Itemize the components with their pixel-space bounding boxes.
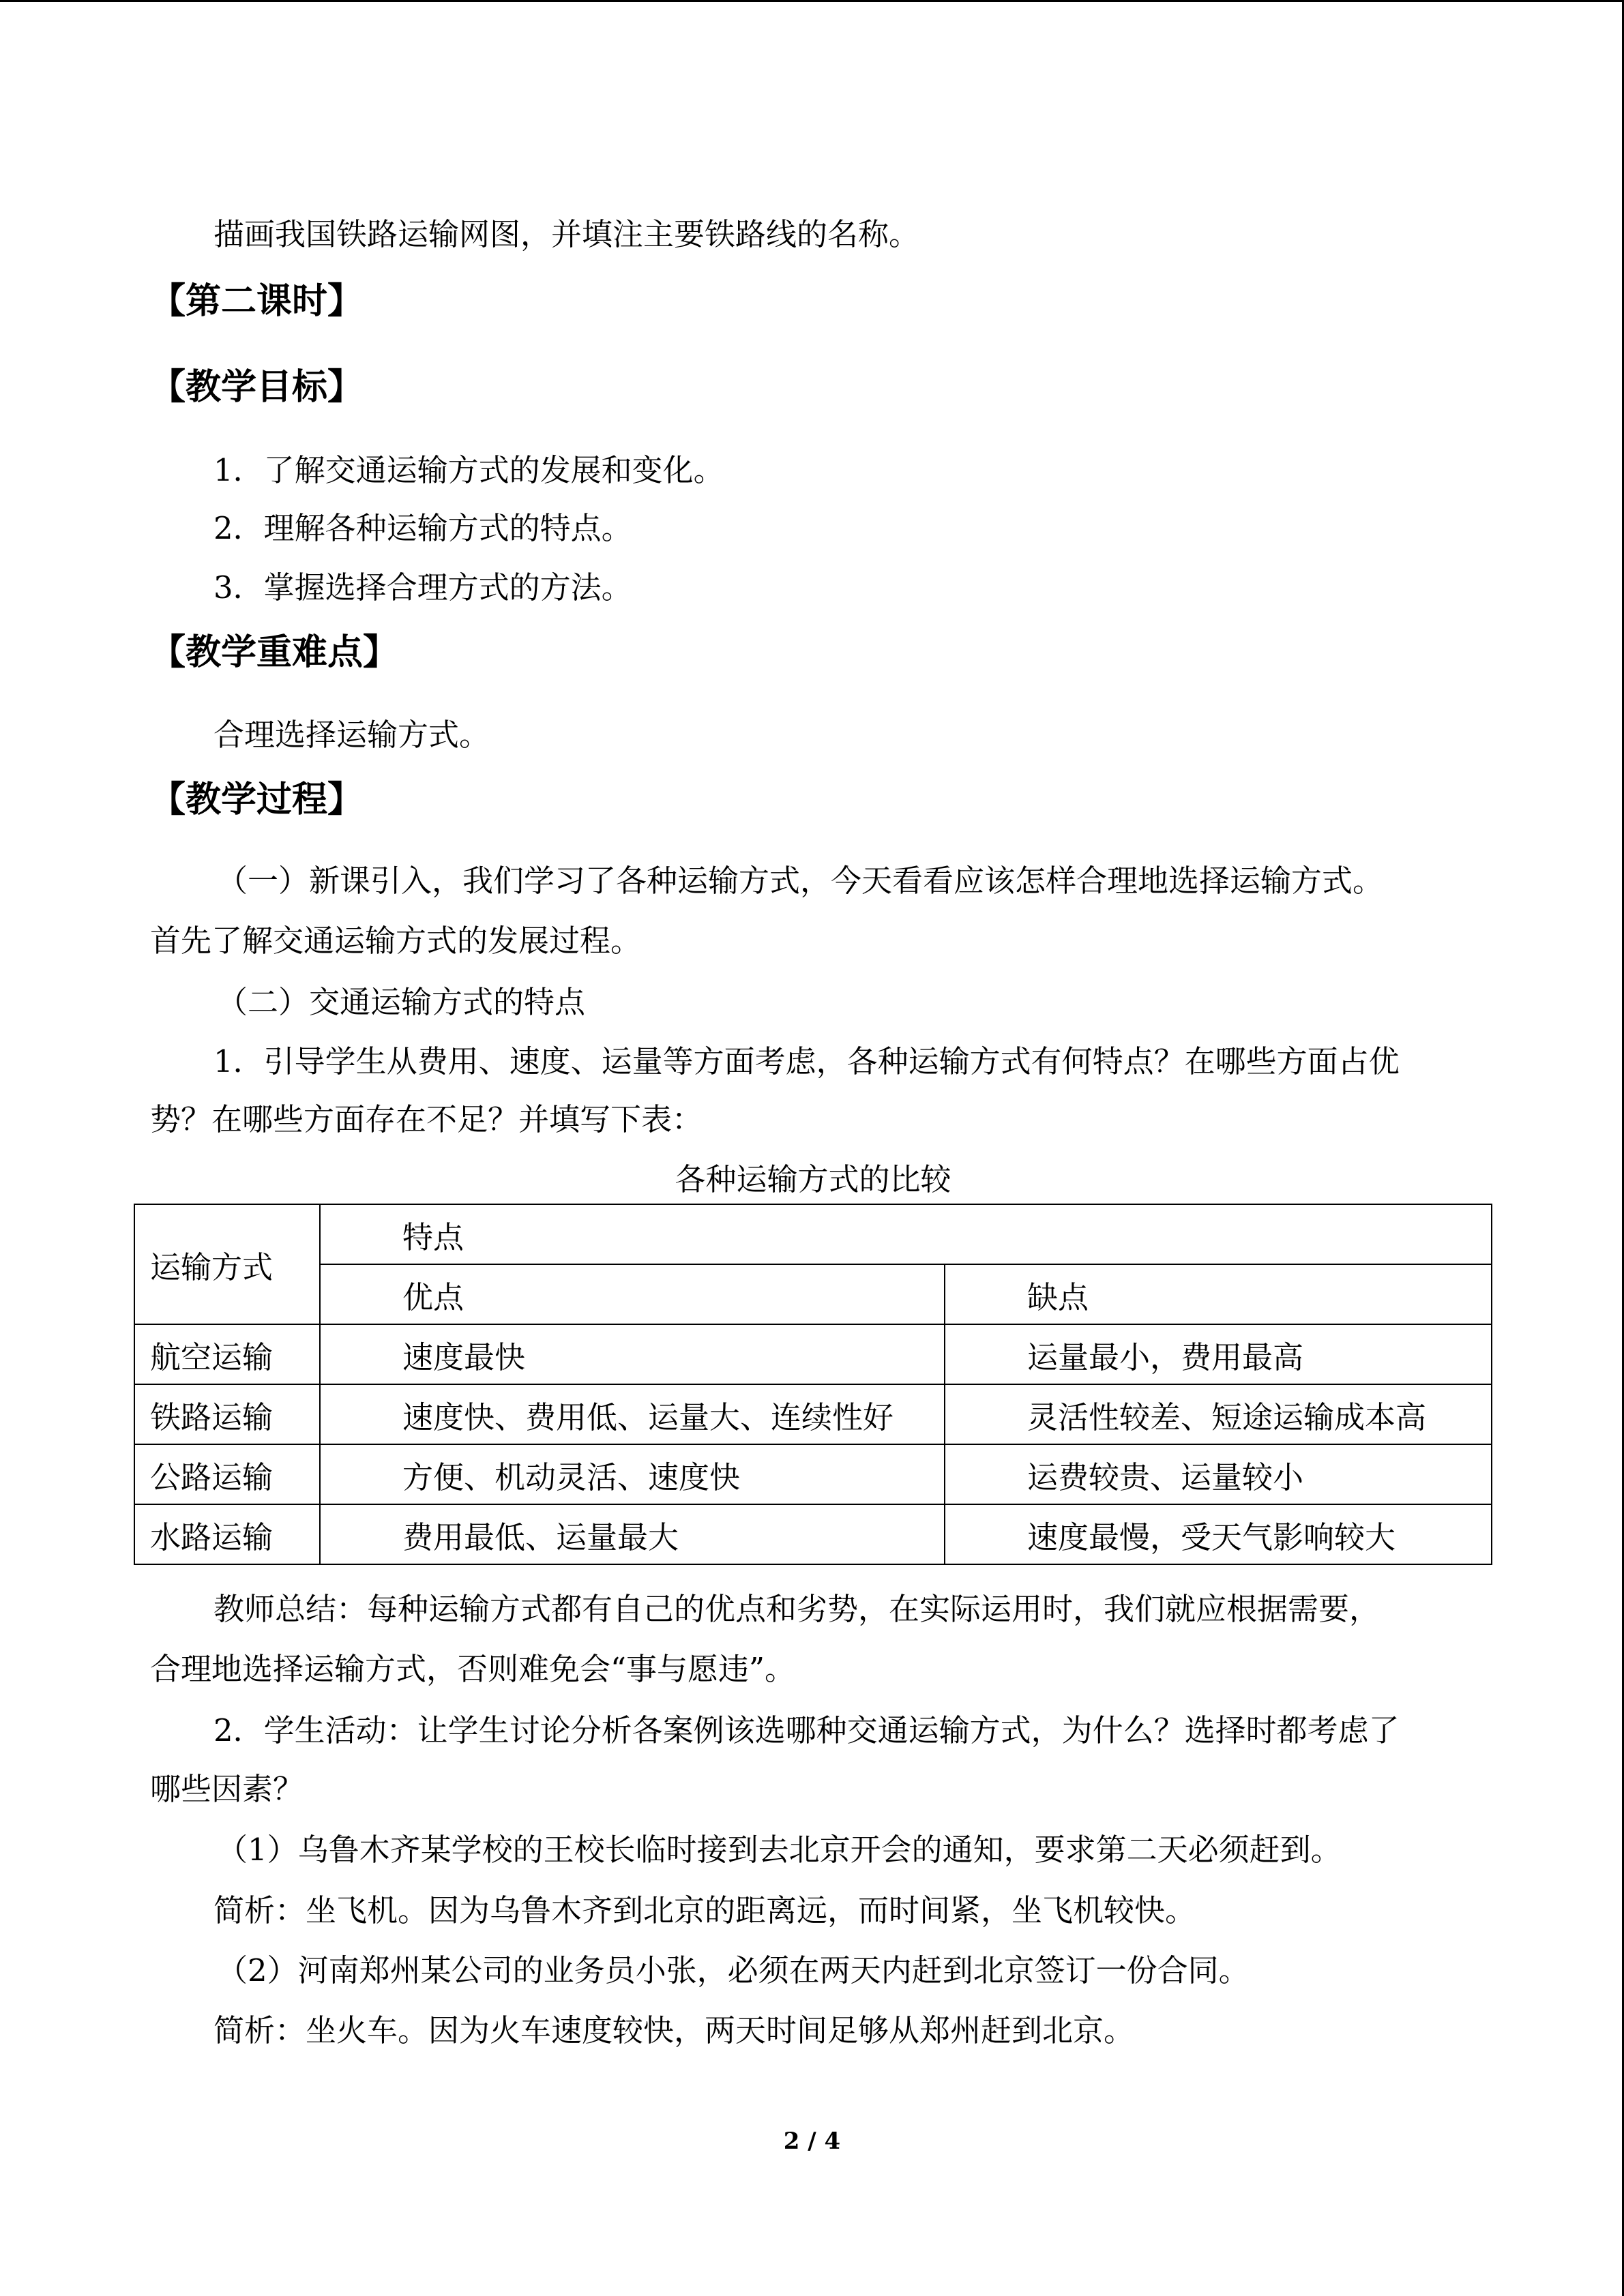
process-paragraph: （一）新课引入，我们学习了各种运输方式，今天看看应该怎样合理地选择运输方式。 (217, 863, 1384, 899)
goal-item: 1．了解交通运输方式的发展和变化。 (213, 452, 724, 488)
process-paragraph: 首先了解交通运输方式的发展过程。 (150, 923, 642, 959)
process-paragraph: 势？在哪些方面存在不足？并填写下表： (150, 1101, 703, 1137)
summary-paragraph: 合理地选择运输方式，否则难免会“事与愿违”。 (150, 1651, 796, 1687)
header-pros: 优点 (320, 1264, 945, 1324)
case-item: （2）河南郑州某公司的业务员小张，必须在两天内赶到北京签订一份合同。 (217, 1952, 1250, 1988)
table-row (134, 1504, 1492, 1564)
table-row (134, 1444, 1492, 1504)
activity-paragraph: 2．学生活动：让学生讨论分析各案例该选哪种交通运输方式，为什么？选择时都考虑了 (213, 1712, 1400, 1748)
cell-pros: 费用最低、运量最大 (320, 1504, 945, 1564)
case-answer: 简析：坐火车。因为火车速度较快，两天时间足够从郑州赶到北京。 (213, 2012, 1135, 2048)
table-row (134, 1384, 1492, 1444)
cell-cons: 速度最慢，受天气影响较大 (945, 1504, 1492, 1564)
cell-cons: 运费较贵、运量较小 (945, 1444, 1492, 1504)
heading-goals: 【教学目标】 (150, 367, 364, 408)
page-number: 2 / 4 (783, 2128, 841, 2155)
header-cons: 缺点 (945, 1264, 1492, 1324)
comparison-table (134, 1204, 1492, 1565)
goal-item: 2．理解各种运输方式的特点。 (213, 510, 632, 546)
cell-mode: 水路运输 (134, 1504, 320, 1564)
page-border-top (0, 0, 1624, 2)
cell-pros: 速度快、费用低、运量大、连续性好 (320, 1384, 945, 1444)
process-paragraph: 1．引导学生从费用、速度、运量等方面考虑，各种运输方式有何特点？在哪些方面占优 (213, 1043, 1400, 1079)
cell-mode: 公路运输 (134, 1444, 320, 1504)
heading-process: 【教学过程】 (150, 779, 364, 820)
cell-cons: 灵活性较差、短途运输成本高 (945, 1384, 1492, 1444)
activity-paragraph: 哪些因素？ (150, 1771, 304, 1807)
case-item: （1）乌鲁木齐某学校的王校长临时接到去北京开会的通知，要求第二天必须赶到。 (217, 1832, 1342, 1868)
summary-paragraph: 教师总结：每种运输方式都有自己的优点和劣势，在实际运用时，我们就应根据需要， (213, 1591, 1381, 1627)
case-answer: 简析：坐飞机。因为乌鲁木齐到北京的距离远，而时间紧，坐飞机较快。 (213, 1892, 1196, 1928)
header-mode: 运输方式 (134, 1204, 320, 1324)
goal-item: 3．掌握选择合理方式的方法。 (213, 569, 632, 606)
process-paragraph: （二）交通运输方式的特点 (217, 984, 586, 1020)
table-title: 各种运输方式的比较 (675, 1161, 951, 1197)
cell-mode: 航空运输 (134, 1324, 320, 1384)
table-row (134, 1324, 1492, 1384)
key-point: 合理选择运输方式。 (213, 717, 490, 753)
cell-mode: 铁路运输 (134, 1384, 320, 1444)
cell-pros: 方便、机动灵活、速度快 (320, 1444, 945, 1504)
cell-cons: 运量最小，费用最高 (945, 1324, 1492, 1384)
intro-line: 描画我国铁路运输网图，并填注主要铁路线的名称。 (213, 216, 920, 252)
cell-pros: 速度最快 (320, 1324, 945, 1384)
header-features: 特点 (320, 1204, 1492, 1264)
heading-lesson2: 【第二课时】 (150, 281, 364, 322)
table-header-row (134, 1204, 1492, 1264)
table-header-row (134, 1264, 1492, 1324)
heading-key-points: 【教学重难点】 (150, 632, 399, 673)
